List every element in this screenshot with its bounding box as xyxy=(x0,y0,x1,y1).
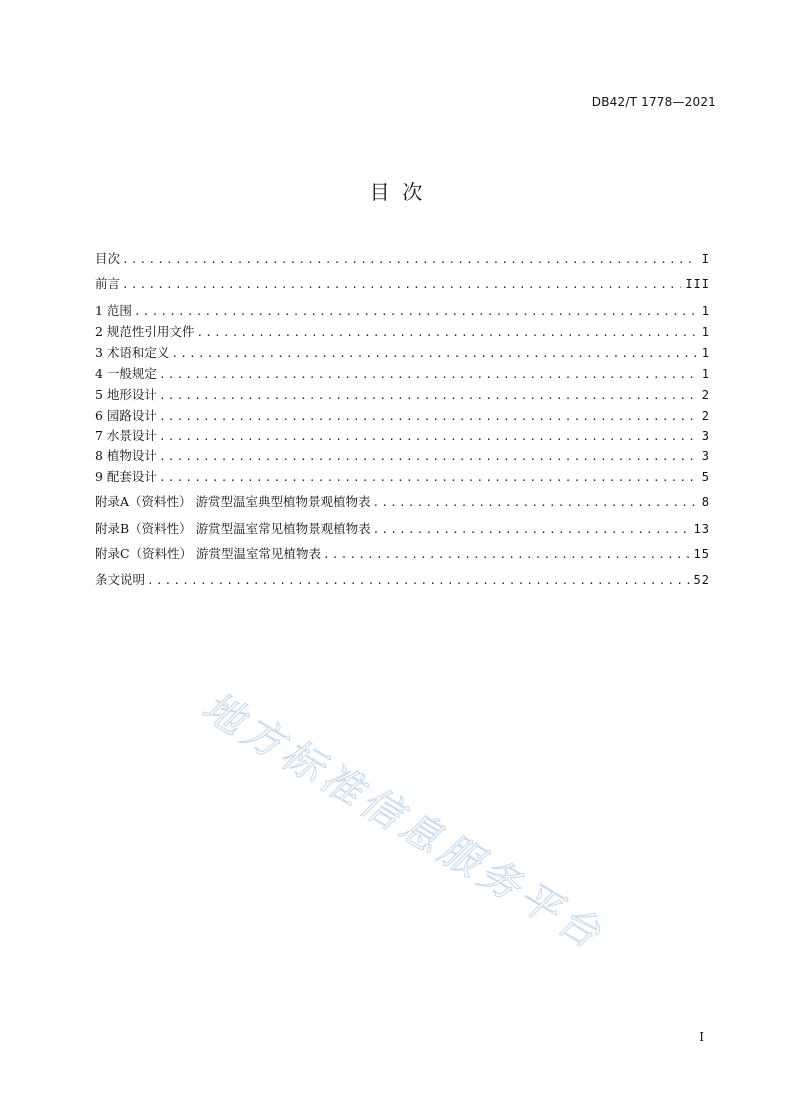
toc-entry-appendix-a[interactable] xyxy=(95,493,710,511)
toc-entry-page: 13 xyxy=(693,522,710,536)
toc-dot-leader xyxy=(147,572,690,590)
toc-dot-leader xyxy=(373,494,698,512)
toc-dot-leader xyxy=(122,251,698,269)
toc-entry-foreword[interactable] xyxy=(95,275,710,293)
toc-dot-leader xyxy=(171,345,697,363)
toc-entry-label: 8 植物设计 xyxy=(95,448,157,463)
toc-dot-leader xyxy=(373,521,690,539)
toc-entry-explanation[interactable] xyxy=(95,571,710,589)
toc-entry-page: 5 xyxy=(701,470,710,484)
document-code: DB42/T 1778—2021 xyxy=(591,95,716,109)
toc-dot-leader xyxy=(159,469,698,487)
toc-dot-leader xyxy=(159,408,698,426)
toc-entry-waterscape[interactable] xyxy=(95,427,710,445)
toc-entry-terms[interactable] xyxy=(95,344,710,362)
toc-entry-page: 3 xyxy=(701,449,710,463)
watermark: 地方标准信息服务平台 xyxy=(194,683,613,961)
toc-entry-page: 52 xyxy=(693,573,710,587)
toc-dot-leader xyxy=(134,303,698,321)
toc-entry-label: 1 范围 xyxy=(95,303,132,318)
toc-entry-general[interactable] xyxy=(95,365,710,383)
toc-entry-label: 附录C（资料性） 游赏型温室常见植物表 xyxy=(95,546,322,561)
toc-dot-leader xyxy=(159,366,698,384)
toc-entry-page: 1 xyxy=(701,304,710,318)
toc-dot-leader xyxy=(323,546,690,564)
toc-entry-appendix-c[interactable] xyxy=(95,545,710,563)
toc-entry-appendix-b[interactable] xyxy=(95,520,710,538)
toc-entry-label: 附录B（资料性） 游赏型温室常见植物景观植物表 xyxy=(95,521,371,536)
toc-entry-scope[interactable] xyxy=(95,302,710,320)
toc-entry-label: 9 配套设计 xyxy=(95,469,157,484)
toc-entry-label: 目次 xyxy=(95,251,121,266)
toc-entry-label: 5 地形设计 xyxy=(95,387,157,402)
toc-entry-page: 2 xyxy=(701,409,710,423)
toc-entry-page: 15 xyxy=(693,547,710,561)
toc-entry-label: 2 规范性引用文件 xyxy=(95,324,195,339)
toc-dot-leader xyxy=(159,448,698,466)
toc-entry-label: 前言 xyxy=(95,276,121,291)
toc-entry-label: 6 园路设计 xyxy=(95,408,157,423)
toc-entry-facilities[interactable] xyxy=(95,468,710,486)
toc-entry-page: III xyxy=(685,277,710,291)
toc-entry-paths[interactable] xyxy=(95,407,710,425)
toc-entry-page: 8 xyxy=(701,495,710,509)
page-number: I xyxy=(699,1030,704,1044)
toc-dot-leader xyxy=(159,387,698,405)
toc-entry-terrain[interactable] xyxy=(95,386,710,404)
toc-dot-leader xyxy=(159,428,698,446)
toc-dot-leader xyxy=(122,276,681,294)
toc-entry-toc[interactable] xyxy=(95,250,710,268)
toc-entry-label: 条文说明 xyxy=(95,572,146,587)
toc-entry-page: 3 xyxy=(701,429,710,443)
toc-entry-page: 1 xyxy=(701,367,710,381)
toc-entry-page: I xyxy=(701,252,710,266)
toc-entry-label: 附录A（资料性） 游赏型温室典型植物景观植物表 xyxy=(95,494,371,509)
toc-entry-label: 4 一般规定 xyxy=(95,366,157,381)
toc-entry-page: 2 xyxy=(701,388,710,402)
toc-entry-page: 1 xyxy=(701,325,710,339)
toc-entry-page: 1 xyxy=(701,346,710,360)
page-title: 目 次 xyxy=(369,180,423,204)
toc-entry-normative-references[interactable] xyxy=(95,323,710,341)
toc-entry-label: 3 术语和定义 xyxy=(95,345,170,360)
toc-entry-label: 7 水景设计 xyxy=(95,428,157,443)
toc-dot-leader xyxy=(196,324,697,342)
toc-entry-planting[interactable] xyxy=(95,447,710,465)
